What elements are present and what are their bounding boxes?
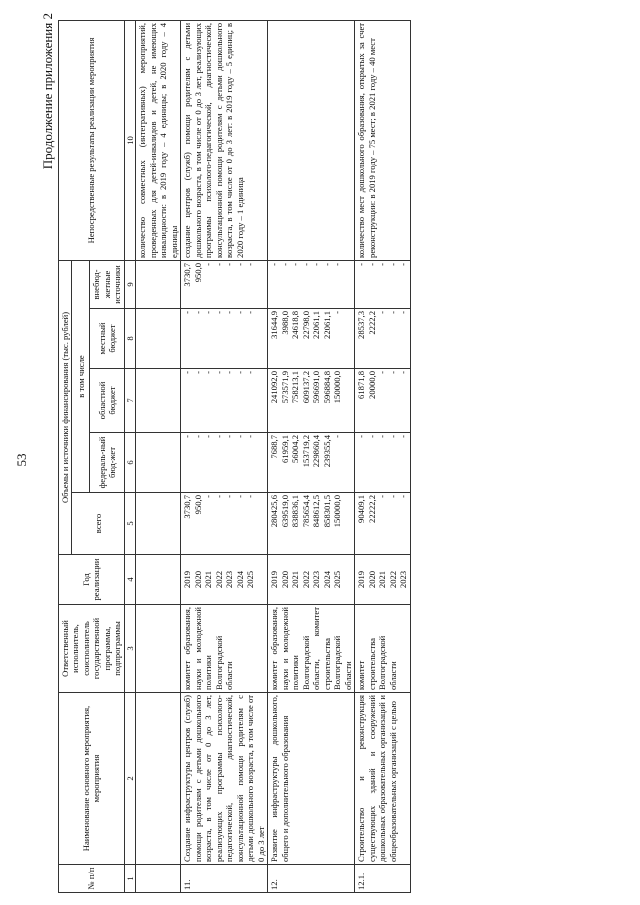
col-num: 10 <box>124 20 135 260</box>
total-value: - <box>245 494 256 498</box>
local-value: - <box>245 310 256 314</box>
year-value: 2023 <box>398 570 409 588</box>
local-value: 31644,9 <box>269 310 280 339</box>
year-value: 2019 <box>269 570 280 588</box>
year-value: 2022 <box>213 570 224 588</box>
federal-value: 229860,4 <box>311 434 322 467</box>
extra-value: - <box>377 262 388 266</box>
federal-value: 56004,2 <box>290 434 301 463</box>
year-value: 2019 <box>182 570 193 588</box>
table-row <box>181 20 268 892</box>
financing-table <box>58 19 411 892</box>
regional-value: 758213,1 <box>290 370 301 403</box>
year-value: 2024 <box>234 570 245 588</box>
local-value: - <box>234 310 245 314</box>
extra-value: - <box>213 262 224 266</box>
total-value: 639519,0 <box>279 494 290 527</box>
row-federal <box>355 432 410 492</box>
federal-value: - <box>203 434 214 438</box>
total-value: - <box>398 494 409 498</box>
year-value: 2021 <box>203 570 214 588</box>
local-value: 22798,0 <box>300 310 311 339</box>
regional-value: - <box>234 370 245 374</box>
total-value: 858301,5 <box>321 494 332 527</box>
row-executor: комитет строительства Волгоградской области <box>355 604 410 692</box>
row-num: 12. <box>268 864 355 892</box>
total-value: 90409,1 <box>356 494 367 523</box>
local-value: - <box>387 310 398 314</box>
regional-value: - <box>182 370 193 374</box>
header-regional: областной бюджет <box>90 368 124 432</box>
page-number: 53 <box>14 453 29 467</box>
federal-value: 239355,4 <box>321 434 332 467</box>
total-value: - <box>213 494 224 498</box>
row-regional <box>181 368 268 432</box>
extra-value: - <box>398 262 409 266</box>
federal-value: 61959,1 <box>279 434 290 463</box>
extra-value: - <box>300 262 311 266</box>
extra-value: - <box>234 262 245 266</box>
extra-value: 3730,7 <box>182 262 193 287</box>
row-extra <box>181 260 268 308</box>
regional-value: 596884,8 <box>321 370 332 403</box>
regional-value: - <box>377 370 388 374</box>
total-value: 838836,1 <box>290 494 301 527</box>
col-num: 8 <box>124 308 135 368</box>
row-extra <box>355 260 410 308</box>
header-name: Наименование основного мероприятия, мероприятия <box>59 692 125 864</box>
table-row <box>268 20 355 892</box>
header-year: Год реализации <box>59 554 125 604</box>
regional-value: 61871,8 <box>356 370 367 399</box>
total-value: 3730,7 <box>182 494 193 519</box>
row-local <box>268 308 355 368</box>
total-value: 848612,5 <box>311 494 322 527</box>
extra-value: - <box>366 262 377 266</box>
row-total <box>268 492 355 554</box>
header-total: всего <box>72 492 124 554</box>
local-value: 2222,2 <box>366 310 377 335</box>
row-federal <box>268 432 355 492</box>
col-num: 5 <box>124 492 135 554</box>
row-years <box>268 554 355 604</box>
row-federal <box>181 432 268 492</box>
federal-value: - <box>213 434 224 438</box>
year-value: 2024 <box>321 570 332 588</box>
year-value: 2020 <box>279 570 290 588</box>
regional-value: 241092,0 <box>269 370 280 403</box>
row-result <box>268 20 355 260</box>
row-result: создание центров (служб) помощи родителям с детьми дошкольного возраста, в том числе от 0 до 3 лет, реализующих программы психолого-педагогической, диагностической, консультационной помощи родителям с детьми дошкольного возраста, в том числе от 0 до 3 лет: в 2019 году – 5 единиц; в 2020 году – 1 единица <box>181 20 268 260</box>
year-value: 2022 <box>387 570 398 588</box>
year-value: 2023 <box>224 570 235 588</box>
year-value: 2021 <box>290 570 301 588</box>
local-value: - <box>213 310 224 314</box>
extra-value: - <box>203 262 214 266</box>
total-value: - <box>387 494 398 498</box>
local-value: 3988,0 <box>279 310 290 335</box>
regional-value: - <box>203 370 214 374</box>
extra-value: - <box>356 262 367 266</box>
row-name: Развитие инфраструктуры дошкольного, общего и дополнительного образования <box>268 692 355 864</box>
local-value: - <box>332 310 343 314</box>
row-executor: комитет образования, науки и молодежной политики Волгоградской области, комитет строительства Волгоградской области <box>268 604 355 692</box>
total-value: 785654,4 <box>300 494 311 527</box>
col-num: 6 <box>124 432 135 492</box>
row-total <box>355 492 410 554</box>
col-num: 3 <box>124 604 135 692</box>
row-executor: комитет образования, науки и молодежной политики Волгоградской области <box>181 604 268 692</box>
header-num: № п/п <box>59 864 125 892</box>
extra-value: - <box>279 262 290 266</box>
federal-value: - <box>387 434 398 438</box>
federal-value: - <box>192 434 203 438</box>
appendix-title: Продолжение приложения 2 <box>40 12 55 169</box>
local-value: - <box>203 310 214 314</box>
year-value: 2023 <box>311 570 322 588</box>
row-local <box>181 308 268 368</box>
federal-value: - <box>245 434 256 438</box>
row-local <box>355 308 410 368</box>
extra-value: - <box>321 262 332 266</box>
regional-value: - <box>398 370 409 374</box>
header-results: Непосредственные результаты реализации мероприятия <box>59 20 125 260</box>
year-value: 2019 <box>356 570 367 588</box>
local-value: - <box>377 310 388 314</box>
regional-value: - <box>213 370 224 374</box>
header-federal: федераль-ный бюд-жет <box>90 432 124 492</box>
year-value: 2025 <box>245 570 256 588</box>
total-value: 22222,2 <box>366 494 377 523</box>
header-executor: Ответственный исполнитель, соисполнитель государственной программы, подпрограммы <box>59 604 125 692</box>
rotated-page <box>40 13 600 893</box>
total-value: - <box>234 494 245 498</box>
extra-value: - <box>290 262 301 266</box>
col-num: 1 <box>124 864 135 892</box>
total-value: 150000,0 <box>332 494 343 527</box>
year-value: 2021 <box>377 570 388 588</box>
regional-value: 150000,0 <box>332 370 343 403</box>
header-row-1 <box>59 20 72 892</box>
federal-value: - <box>356 434 367 438</box>
extra-value: - <box>224 262 235 266</box>
local-value: - <box>398 310 409 314</box>
local-value: 24618,8 <box>290 310 301 339</box>
col-num: 2 <box>124 692 135 864</box>
regional-value: - <box>245 370 256 374</box>
row-name: Создание инфраструктуры центров (служб) помощи родителям с детьми дошкольного возраста, в том числе от 0 до 3 лет, реализующих программы психолого-педагогической, диагностической, консультационной помощи родителям с детьми дошкольного возраста, в том числе от 0 до 3 лет <box>181 692 268 864</box>
header-incl: в том числе <box>72 260 90 492</box>
federal-value: - <box>398 434 409 438</box>
regional-value: 609137,2 <box>300 370 311 403</box>
extra-value: - <box>245 262 256 266</box>
local-value: - <box>192 310 203 314</box>
total-value: - <box>224 494 235 498</box>
row-regional <box>268 368 355 432</box>
federal-value: - <box>182 434 193 438</box>
regional-value: - <box>192 370 203 374</box>
row-years <box>355 554 410 604</box>
federal-value: - <box>366 434 377 438</box>
column-number-row <box>124 20 135 892</box>
local-value: 22061,1 <box>311 310 322 339</box>
local-value: - <box>224 310 235 314</box>
regional-value: - <box>224 370 235 374</box>
row-num: 11. <box>181 864 268 892</box>
col-num: 9 <box>124 260 135 308</box>
header-local: местный бюджет <box>90 308 124 368</box>
year-value: 2020 <box>192 570 203 588</box>
table-row <box>355 20 410 892</box>
header-extra: внебюд-жетные источники <box>90 260 124 308</box>
federal-value: - <box>224 434 235 438</box>
col-num: 4 <box>124 554 135 604</box>
total-value: 280425,6 <box>269 494 280 527</box>
local-value: - <box>182 310 193 314</box>
extra-value: 950,0 <box>192 262 203 282</box>
year-value: 2025 <box>332 570 343 588</box>
row-result: количество мест дошкольного образования, открытых за счет реконструкции: в 2019 году – 75 мест; в 2021 году – 40 мест <box>355 20 410 260</box>
regional-value: 573571,9 <box>279 370 290 403</box>
col-num: 7 <box>124 368 135 432</box>
row-name: Строительство и реконструкция существующих зданий и сооружений дошкольных образовательных организаций и общеобразовательных организаций с целью <box>355 692 410 864</box>
row-years <box>181 554 268 604</box>
header-financing: Объемы и источники финансирования (тыс. рублей) <box>59 260 72 554</box>
local-value: 22061,1 <box>321 310 332 339</box>
local-value: 28537,3 <box>356 310 367 339</box>
total-value: - <box>203 494 214 498</box>
row-regional <box>355 368 410 432</box>
extra-value: - <box>387 262 398 266</box>
regional-value: - <box>387 370 398 374</box>
prev-result-text: количество совместных (интегративных) мероприятий, проведенных для детей-инвалидов и детей, не имеющих инвалидности: в 2019 году – 4 единицы; в 2020 году – 4 единицы <box>136 20 181 260</box>
total-value: - <box>377 494 388 498</box>
federal-value: 7688,7 <box>269 434 280 459</box>
row-num: 12.1. <box>355 864 410 892</box>
extra-value: - <box>269 262 280 266</box>
row-total <box>181 492 268 554</box>
year-value: 2020 <box>366 570 377 588</box>
federal-value: - <box>234 434 245 438</box>
regional-value: 596691,0 <box>311 370 322 403</box>
total-value: 950,0 <box>192 494 203 514</box>
regional-value: 20000,0 <box>366 370 377 399</box>
year-value: 2022 <box>300 570 311 588</box>
federal-value: - <box>332 434 343 438</box>
extra-value: - <box>311 262 322 266</box>
continuation-row <box>136 20 181 892</box>
row-extra <box>268 260 355 308</box>
federal-value: 153719,2 <box>300 434 311 467</box>
federal-value: - <box>377 434 388 438</box>
extra-value: - <box>332 262 343 266</box>
